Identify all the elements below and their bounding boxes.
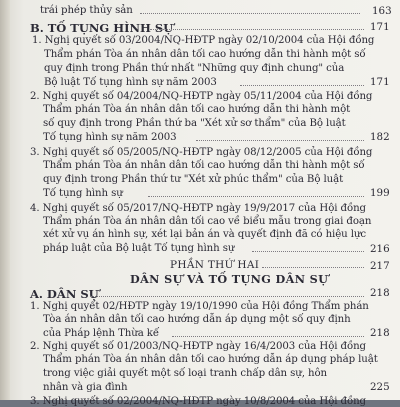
toc-line: Thẩm phán Tòa án nhân dân tối cao hướng dẫn thi hành một số — [44, 48, 366, 60]
page-number: 225 — [370, 380, 390, 393]
dot-leader — [240, 85, 364, 86]
dot-leader — [172, 336, 364, 337]
toc-line: pháp luật của Bộ luật Tố tụng hình sự — [43, 243, 235, 255]
toc-line: 2. Nghị quyết số 04/2004/NQ-HĐTP ngày 05/11/2004 của Hội đồng — [30, 91, 373, 103]
page-number: 216 — [370, 242, 390, 255]
dot-leader — [262, 267, 364, 268]
dot-leader — [252, 251, 364, 252]
toc-line: của Pháp lệnh Thừa kế — [43, 327, 160, 339]
toc-line: trong việc giải quyết một số loại tranh chấp dân sự, hôn — [43, 367, 327, 379]
page-number: 163 — [372, 5, 392, 18]
toc-line: Tố tụng hình sự — [43, 187, 123, 199]
toc-line: 1. Nghị quyết 02/HĐTP ngày 19/10/1990 của Hội đồng Thẩm phán — [30, 300, 369, 312]
dot-leader — [90, 296, 364, 297]
toc-line: xét xử vụ án hình sự, xét lại bản án và quyết định đã có hiệu lực — [43, 229, 366, 241]
page-number: 218 — [370, 286, 390, 299]
toc-line: quy định trong Phần thứ nhất "Những quy định chung" của — [44, 62, 345, 74]
page-number: 218 — [370, 326, 390, 339]
toc-line: 4. Nghị quyết số 05/2017/NQ-HĐTP ngày 19/9/2017 của Hội đồng — [30, 202, 366, 214]
toc-line: Tòa án nhân dân tối cao hướng dẫn áp dụng một số quy định — [43, 313, 351, 325]
dot-leader — [148, 196, 364, 197]
book-spine-shadow — [0, 0, 10, 400]
page-number: 182 — [370, 131, 390, 144]
toc-line: 3. Nghị quyết số 02/2004/NQ-HĐTP ngày 10/8/2004 của Hội đồng — [30, 395, 366, 407]
toc-line: Thẩm phán Tòa án nhân dân tối cao hướng dẫn thi hành một số — [43, 159, 365, 171]
page-number: 171 — [370, 76, 390, 89]
page-number: 217 — [370, 259, 390, 272]
dot-leader — [150, 29, 364, 30]
toc-line: 1. Nghị quyết số 03/2004/NQ-HĐTP ngày 02/10/2004 của Hội đồng — [32, 34, 375, 46]
toc-line: Thẩm phán Tòa án nhân dân tối cao hướng dẫn thi hành một — [43, 104, 351, 116]
toc-line: Bộ luật Tố tụng hình sự năm 2003 — [44, 77, 217, 89]
dot-leader — [196, 140, 364, 141]
page-number: 171 — [370, 20, 390, 33]
toc-line: trái phép thủy sản — [40, 5, 133, 17]
page-number: 199 — [370, 186, 390, 199]
toc-line: Tố tụng hình sự năm 2003 — [43, 132, 177, 144]
toc-line: 3. Nghị quyết số 05/2005/NQ-HĐTP ngày 08/12/2005 của Hội đồng — [30, 146, 373, 158]
section-heading: A. DÂN SỰ — [30, 286, 99, 301]
part-heading: PHẦN THỨ HAI — [170, 259, 260, 272]
section-heading: B. TỐ TỤNG HÌNH SỰ — [30, 20, 174, 35]
dot-leader — [140, 13, 360, 14]
toc-line: Thẩm phán Tòa án nhân dân tối cao về biểu mẫu trong giai đoạn — [43, 215, 372, 227]
toc-line: 2. Nghị quyết số 01/2003/NQ-HĐTP ngày 16/4/2003 của Hội đồng — [30, 340, 366, 352]
part-title: DÂN SỰ VÀ TỐ TỤNG DÂN SỰ — [130, 272, 329, 287]
toc-line: quy định trong Phần thứ tư "Xét xử phúc thẩm" của Bộ luật — [43, 173, 344, 185]
toc-line: Thẩm phán Tòa án nhân dân tối cao hướng dẫn áp dụng pháp luật — [43, 353, 378, 365]
toc-line: số quy định trong Phần thứ ba "Xét xử sơ thẩm" của Bộ luật — [43, 118, 346, 130]
toc-line: nhân và gia đình — [43, 381, 128, 393]
